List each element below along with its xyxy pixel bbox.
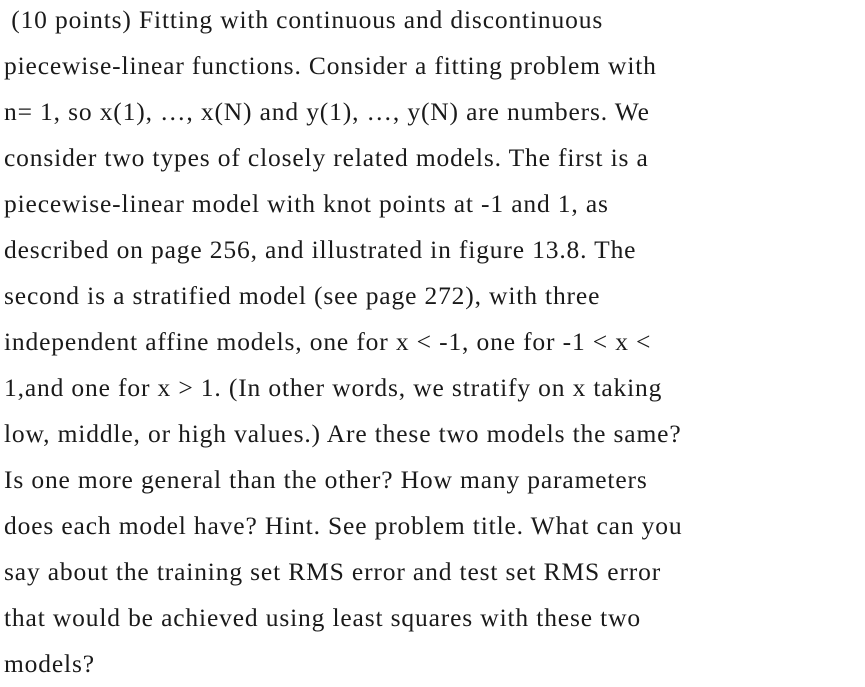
- problem-text: [4, 0, 865, 687]
- problem-line: described on page 256, and illustrated in figure 13.8. The: [4, 235, 637, 264]
- problem-line: Is one more general than the other? How many parameters: [4, 465, 648, 494]
- problem-line: piecewise-linear model with knot points at -1 and 1, as: [4, 189, 609, 218]
- problem-line: say about the training set RMS error and test set RMS error: [4, 557, 662, 586]
- problem-line: models?: [4, 649, 95, 678]
- problem-line: independent affine models, one for x < -1, one for -1 < x <: [4, 327, 652, 356]
- problem-line: second is a stratified model (see page 272), with three: [4, 281, 601, 310]
- problem-line: piecewise-linear functions. Consider a fitting problem with: [4, 51, 657, 80]
- problem-line: 1,and one for x > 1. (In other words, we stratify on x taking: [4, 373, 663, 402]
- problem-line: does each model have? Hint. See problem title. What can you: [4, 511, 683, 540]
- problem-line: n= 1, so x(1), …, x(N) and y(1), …, y(N) are numbers. We: [4, 97, 650, 126]
- problem-line: that would be achieved using least squares with these two: [4, 603, 641, 632]
- problem-line: (10 points) Fitting with continuous and discontinuous: [4, 5, 604, 34]
- problem-line: low, middle, or high values.) Are these two models the same?: [4, 419, 682, 448]
- problem-line: consider two types of closely related models. The first is a: [4, 143, 649, 172]
